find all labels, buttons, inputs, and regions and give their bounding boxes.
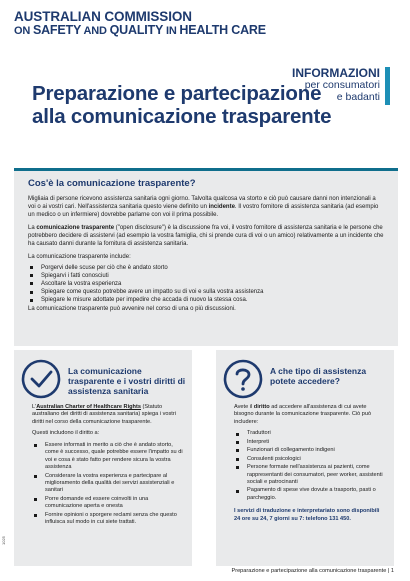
question-circle-icon <box>222 358 264 400</box>
support-heading: A che tipo di assistenza potete accedere? <box>270 366 367 387</box>
intro-para-4: La comunicazione trasparente può avvenire nel corso di una o più discussioni. <box>28 306 236 313</box>
list-item: Spiegarvi i fatti conosciuti <box>28 272 384 280</box>
support-body <box>216 404 394 527</box>
list-item: Consulenti psicologici <box>234 456 386 463</box>
rights-panel <box>14 350 192 566</box>
intro-bullet-list <box>28 264 384 304</box>
list-item: Pagamento di spese vive dovute a trasporto, pasti o parcheggio. <box>234 487 386 502</box>
intro-panel <box>14 168 398 346</box>
intro-heading: Cos'è la comunicazione trasparente? <box>28 178 196 189</box>
list-item: Porgervi delle scuse per ciò che è andato storto <box>28 264 384 272</box>
brand-line1: AUSTRALIAN COMMISSION <box>14 9 192 24</box>
charter-link[interactable]: Australian Charter of Healthcare Rights <box>36 404 141 410</box>
rights-body <box>14 404 192 529</box>
interpreter-callout: I servizi di traduzione e interpretariato sono disponibili 24 ore su 24, 7 giorni su 7: telefono 131 450. <box>234 508 380 522</box>
list-item: Persone formate nell'assistenza ai pazienti, come rappresentanti dei consumatori, peer worker, assistenti sociali e patrocinanti <box>234 464 386 486</box>
intro-para-1: Migliaia di persone ricevono assistenza sanitaria ogni giorno. Talvolta qualcosa va storto e ciò può causare danni non intenzionali a voi o ai vostri cari. Nell'assistenza sanitaria questo viene definito un incidente. Il vostro fornitore di assistenza sanitaria (ad esempio un medico o un infermiere) dovrebbe parlarne con voi il prima possibile. <box>28 196 379 218</box>
brand-logo <box>14 10 266 38</box>
audience-line1: per consumatori <box>304 79 380 92</box>
list-item: Interpreti <box>234 439 386 446</box>
checkmark-circle-icon <box>20 358 62 400</box>
support-panel-header <box>216 350 394 406</box>
rights-para-2: Questi includono il diritto a: <box>32 430 100 437</box>
list-item: Essere informati in merito a ciò che è andato storto, come è successo, quale potrebbe essere l'impatto su di voi e cosa è stato fatto per rendere sicura la vostra assistenza <box>32 442 184 472</box>
list-item: Porre domande ed essere coinvolti in una comunicazione aperta e onesta <box>32 496 184 511</box>
list-item: Funzionari di collegamento indigeni <box>234 447 386 454</box>
list-item: Spiegare le misure adottate per impedire che accada di nuovo la stessa cosa. <box>28 296 384 304</box>
page-title: Preparazione e partecipazione alla comunicazione trasparente <box>32 82 332 129</box>
intro-para-2: La comunicazione trasparente ("open disclosure") è la discussione fra voi, il vostro fornitore di assistenza sanitaria e le persone che potrebbero decidere di assistervi (ad esempio la vostra famiglia, chi si prende cura di voi o un amico) relativamente a un incidente che ha causato danni durante la fornitura di assistenza sanitaria. <box>28 224 384 247</box>
audience-line2: e badanti <box>336 91 380 104</box>
rights-bullet-list <box>32 442 184 527</box>
audience-accent-bar <box>385 67 390 105</box>
list-item: Ascoltare la vostra esperienza <box>28 280 384 288</box>
audience-heading: INFORMAZIONI <box>292 66 380 80</box>
document-code: 1025 <box>1 536 6 545</box>
rights-panel-header <box>14 350 192 406</box>
list-item: Traduttori <box>234 430 386 437</box>
rights-heading: La comunicazione trasparente e i vostri diritti di assistenza sanitaria <box>68 366 186 397</box>
support-bullet-list <box>234 430 386 502</box>
list-item: Fornire opinioni o sporgere reclami senza che questo influisca sul modo in cui siete trattati. <box>32 512 184 527</box>
rights-para-1: L'Australian Charter of Healthcare Rights (Statuto australiano dei diritti di assistenza sanitaria) spiega i vostri diritti nel corso della comunicazione trasparente. <box>32 404 176 425</box>
support-para-1: Avete il diritto ad accedere all'assistenza di cui avete bisogno durante la comunicazione trasparente. Ciò può includere: <box>234 404 372 425</box>
support-panel <box>216 350 394 566</box>
list-item: Considerare la vostra esperienza e partecipare al miglioramento della qualità dei servizi assistenziali e sanitari <box>32 473 184 495</box>
brand-line2: ON SAFETY AND QUALITY IN HEALTH CARE <box>14 23 266 38</box>
page-footer: Preparazione e partecipazione alla comunicazione trasparente | 1 <box>231 568 394 574</box>
list-item: Spiegare come questo potrebbe avere un impatto su di voi e sulla vostra assistenza <box>28 288 384 296</box>
panel-accent-bar <box>14 168 398 171</box>
intro-para-3: La comunicazione trasparente include: <box>28 253 131 260</box>
